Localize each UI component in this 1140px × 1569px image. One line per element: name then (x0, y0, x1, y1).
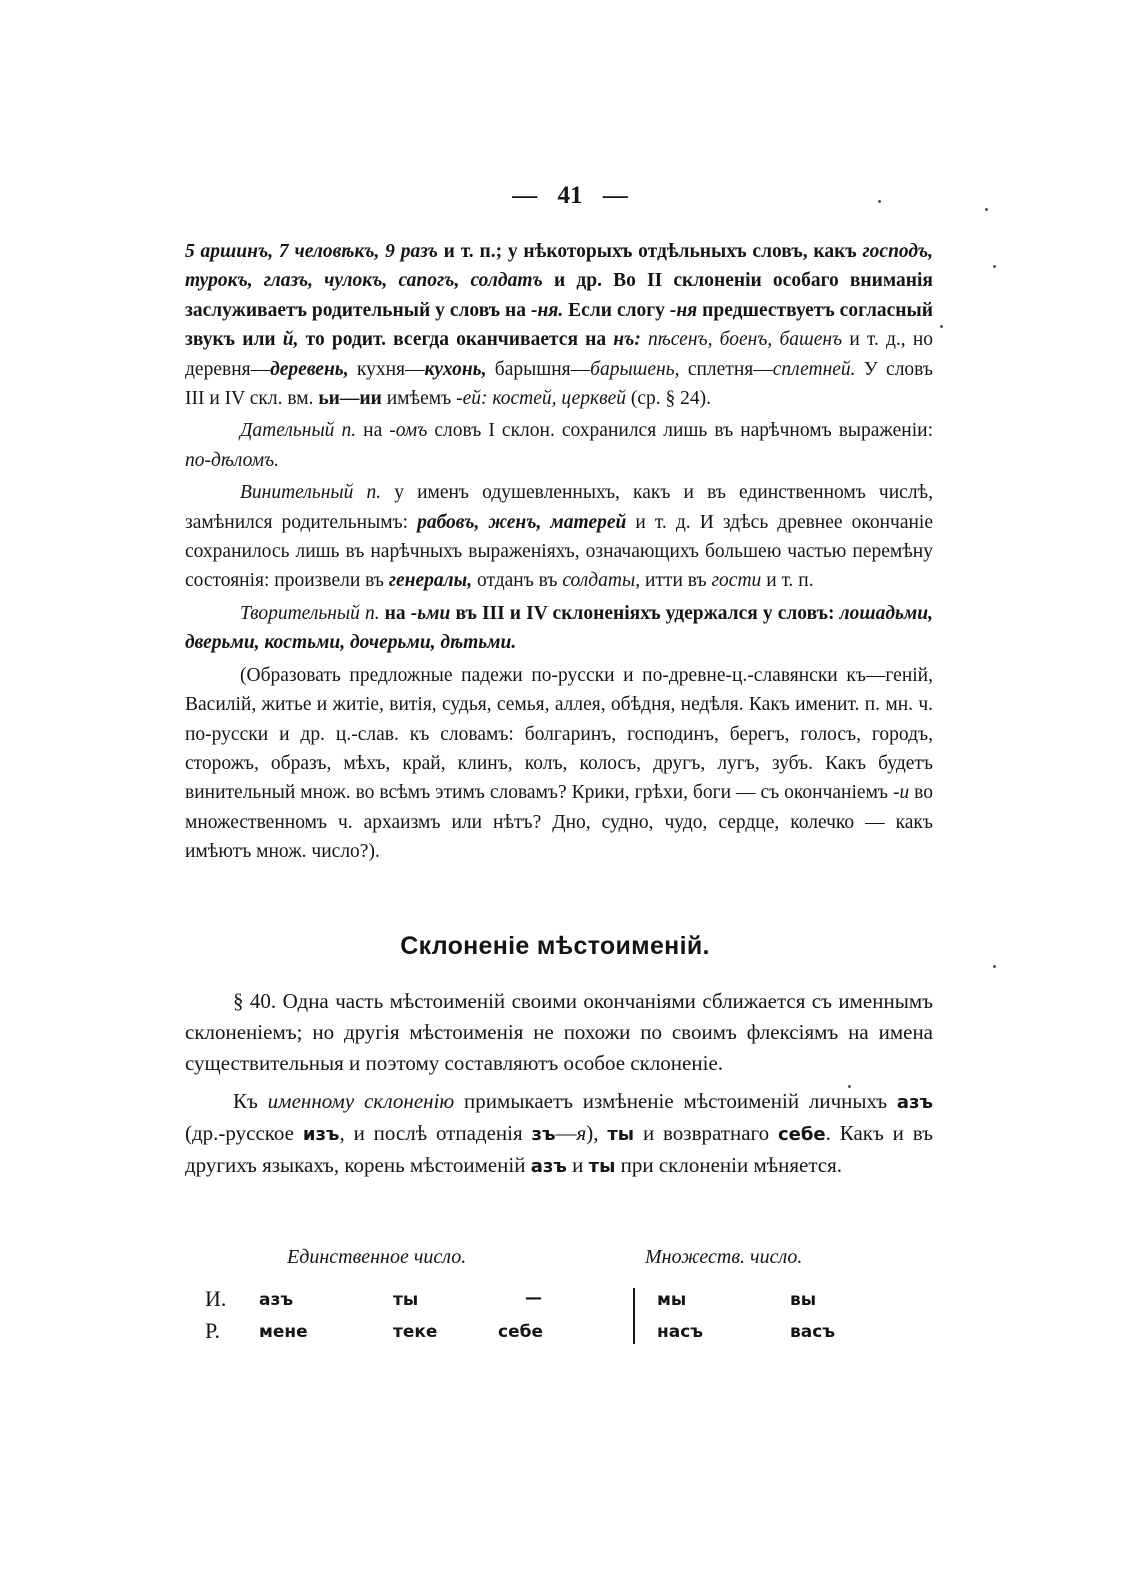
table-divider (633, 1288, 635, 1344)
page-number-value: 41 (557, 182, 583, 209)
case-label-genitive: Р. (205, 1318, 220, 1343)
page-number-dash-left: — (512, 182, 538, 209)
table-cell: себе (498, 1322, 544, 1342)
section-heading: Склоненіе мѣстоименій. (400, 932, 710, 960)
plural-header: Множеств. число. (645, 1246, 803, 1268)
paragraph-instrumental: Творительный п. на -ьми въ III и IV склоненіяхъ удержался у словъ: лошадьми, дверьми, костьми, дочерьми, дѣтьми. (185, 602, 933, 654)
table-cell: теке (393, 1322, 438, 1342)
paragraph-genitive-plural: 5 аршинъ, 7 человѣкъ, 9 разъ и т. п.; у нѣкоторыхъ отдѣльныхъ словъ, какъ господъ, турокъ, глазъ, чулокъ, сапогъ, солдатъ и др. Во II склоненіи особаго вниманія заслуживаетъ родительный у словъ на -ня. Если слогу -ня предшествуетъ согласный звукъ или й, то родит. всегда оканчивается на нъ: пѣсенъ, боенъ, башенъ и т. д., но деревня—деревень, кухня—кухонь, барышня—барышень, сплетня—сплетней. У словъ III и IV скл. вм. ьи—ии имѣемъ -ей: костей, церквей (ср. § 24). (185, 241, 933, 410)
table-cell: вы (790, 1290, 817, 1310)
scan-speck (940, 325, 943, 328)
paragraph-dative: Дательный п. на -омъ словъ I склон. сохранился лишь въ нарѣчномъ выраженіи: по-дѣломъ. (185, 420, 934, 471)
table-cell: ты (393, 1290, 419, 1310)
paragraph-section-40: § 40. Одна часть мѣстоименій своими окончаніями сближается съ именнымъ склоненіемъ; но другія мѣстоименія не похожи по своимъ флексіямъ на имена существительныя и поэтому составляютъ особое склоненіе. (185, 989, 933, 1076)
table-cell: мене (259, 1322, 308, 1342)
singular-header: Единственное число. (287, 1246, 467, 1268)
scan-speck (985, 208, 988, 211)
scan-speck (848, 1085, 851, 1088)
case-label-nominative: И. (205, 1286, 227, 1311)
table-cell-dash: — (525, 1288, 542, 1308)
table-cell: васъ (790, 1322, 836, 1342)
table-cell: мы (657, 1290, 687, 1310)
table-cell: насъ (657, 1322, 704, 1342)
page-number (0, 182, 1140, 210)
table-cell: азъ (259, 1290, 294, 1310)
body-text-top (185, 237, 933, 867)
scan-speck (993, 965, 996, 968)
paragraph-accusative: Винительный п. у именъ одушевленныхъ, какъ и въ единственномъ числѣ, замѣнился родительнымъ: рабовъ, женъ, матерей и т. д. И здѣсь древнее окончаніе сохранилось лишь въ нарѣчныхъ выраженіяхъ, означающихъ большею частью перемѣну состоянія: произвели въ генералы, отданъ въ солдаты, итти въ гости и т. п. (185, 482, 934, 592)
scan-speck (993, 265, 996, 268)
paragraph-personal-pronouns: Къ именному склоненію примыкаетъ измѣненіе мѣстоименій личныхъ азъ (др.-русское изъ, и послѣ отпаденія зъ—я), ты и возвратнаго себе. Какъ и въ другихъ языкахъ, корень мѣстоименій азъ и ты при склоненіи мѣняется. (185, 1088, 934, 1178)
paragraph-exercise: (Образовать предложные падежи по-русски и по-древне-ц.-славянски къ—геній, Василій, житье и житіе, витія, судья, семья, аллея, обѣдня, недѣля. Какъ именит. п. мн. ч. по-русски и др. ц.-слав. къ словамъ: болгаринъ, господинъ, берегъ, голосъ, городъ, сторожъ, образъ, мѣхъ, край, клинъ, колъ, колосъ, другъ, лугъ, зубъ. Какъ будетъ винительный множ. во всѣмъ этимъ словамъ? Крики, грѣхи, боги — съ окончаніемъ -и во множественномъ ч. архаизмъ или нѣтъ? Дно, судно, чудо, сердце, колечко — какъ имѣютъ множ. число?). (185, 664, 933, 863)
declension-table (185, 1246, 945, 1366)
page-number-dash-right: — (602, 182, 628, 209)
scan-speck (878, 200, 881, 203)
body-text-section-40 (185, 986, 933, 1182)
